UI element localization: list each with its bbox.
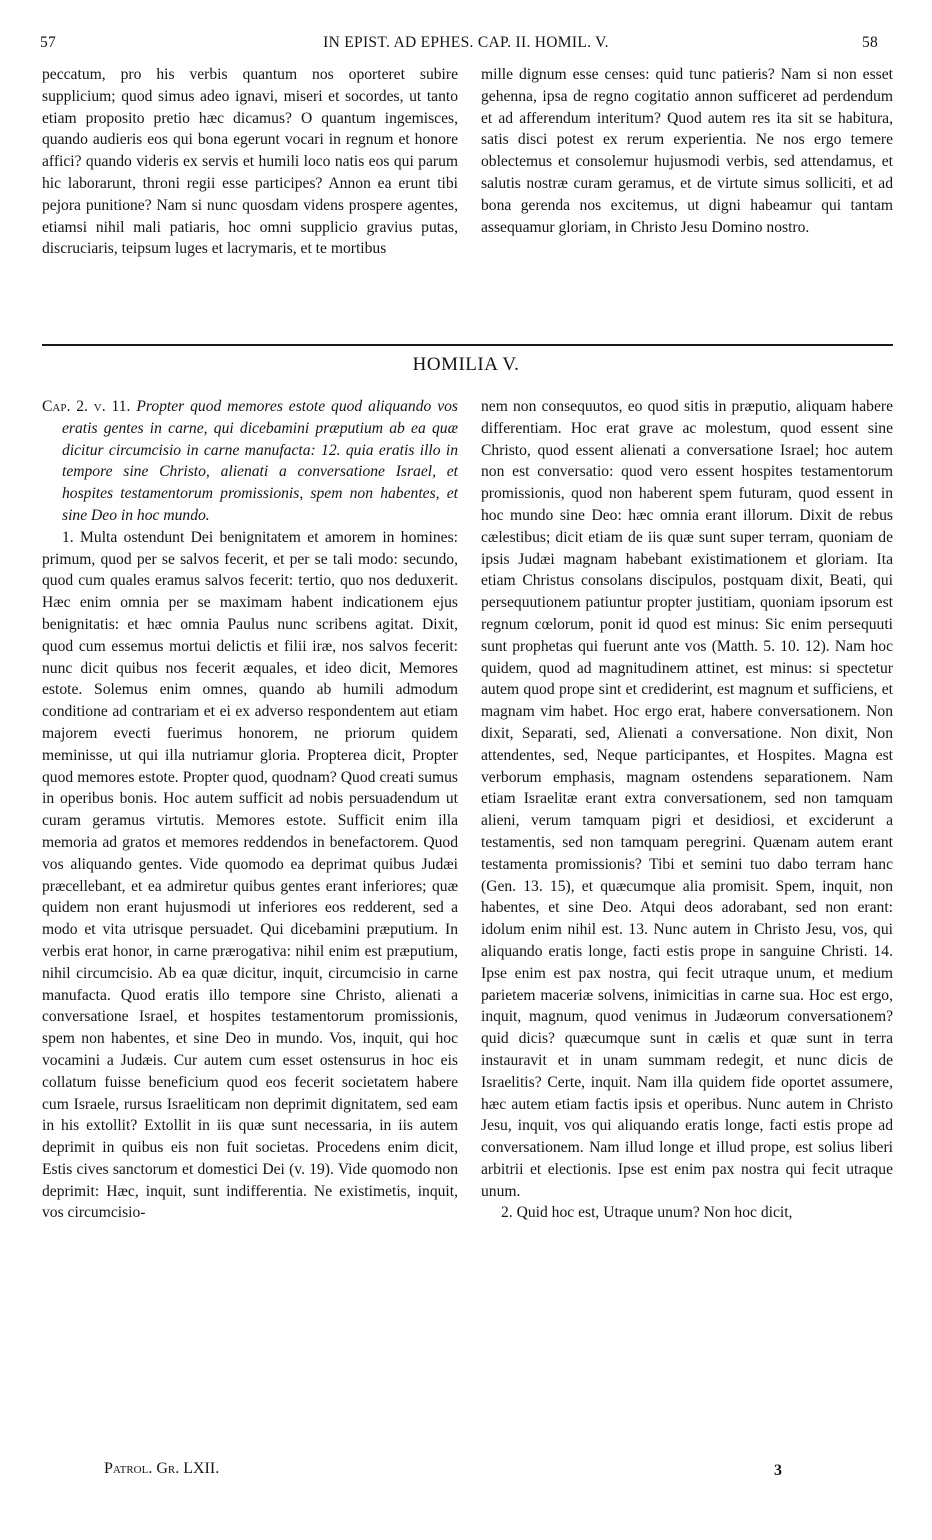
sheet-number: 3 (774, 1462, 782, 1479)
signature-mark: Patrol. Gr. LXII. (104, 1460, 220, 1477)
chapter-verse (42, 396, 458, 527)
chapter-label: Cap. 2. v. 11. (42, 398, 131, 415)
homily-title: HOMILIA V. (412, 354, 520, 375)
commentary-paragraph-1: 1. Multa ostendunt Dei benignitatem et amorem in homines: primum, quod per se salvos fecerit, et per se tali modo: secundo, quod cum quales eramus salvos fecerit: tertio, quo nos deduxerit. Hæc enim omnia per se maximam habent indicationem ejus benignitatis: et hæc omnia Paulus nunc scribens agitat. Dixit, quod cum essemus mortui delictis et filii iræ, nos salvos fecerit: nunc dicit quibus nos fecerit æquales, et ideo dicit, Memores estote. Solemus enim omnes, quando ab humili admodum conditione ad contrariam et ei ex adverso respondentem aut etiam majorem evecti fuerimus honorem, ne priorum quidem meminisse, ut qui illa nutriamur gloria. Propterea dicit, Propter quod memores estote. Propter quod, quodnam? Quod creati sumus in operibus bonis. Hoc autem sufficit ad nobis persuadendum ut curam geramus virtutis. Memores estote. Sufficit enim illa memoria ad gratos et memores reddendos in benefactorem. Quod vos aliquando gentes. Vide quomodo ea deprimat quibus Judæi præcellebant, et ea admiretur quibus gentes erant inferiores; quæ quidem non erant hujusmodi ut inferiores eos redderent, sed a modo et vita utrisque persuadet. Qui dicebamini præputium. In verbis erat honor, in carne prærogativa: nihil enim est præputium, nihil circumcisio. Ab ea quæ dicitur, inquit, circumcisio in carne manufacta. Quod eratis illo tempore sine Christo, alienati a conversatione Israel, et hospites testamentorum promissionis, spem non habentes, et sine Deo in mundo. Vos, inquit, qui hoc vocamini a Judæis. Cur autem cum esset ostensurus in hoc eis collatum fuisse beneficium quod eos fecerit societatem habere cum Israele, rursus Israeliticam non deprimit dignitatem, sed eam in his extollit? Extollit in iis quæ sunt necessaria, in iis autem deprimit in quibus eis non fuit societas. Procedens enim dicit, Estis cives sanctorum et domestici Dei (v. 19). Vide quomodo non deprimit: Hæc, inquit, sunt indifferentia. Ne existimetis, inquit, vos circumcisio- (42, 528, 458, 1222)
commentary-paragraph-2: 2. Quid hoc est, Utraque unum? Non hoc dicit, (501, 1204, 793, 1222)
top-right-text: mille dignum esse censes: quid tunc patieris? Nam si non esset gehenna, ipsa de regno cogitatio annon sufficeret ad perdendum et ad afferendum interitum? Quod autem res ita sit se habitura, satis disci potest ex rerum experientia. Ne nos ergo temere oblectemus et consolemur hujusmodi verbis, sed attendamus, et salutis nostræ curam geramus, et de virtute simus solliciti, et ad bona gerenda nos excitemus, ut digni habeamur qui tantam assequamur gloriam, in Christo Jesu Domino nostro. (481, 66, 893, 236)
body-right-column (481, 396, 893, 1224)
running-title: IN EPIST. AD EPHES. CAP. II. HOMIL. V. (323, 34, 609, 51)
commentary-continuation: nem non consequutos, eo quod sitis in præputio, aliquam habere differentiam. Hoc erat grave ac molestum, quod essent sine Christo, quod essent alienati a conversatione Israel; hoc autem non est conversatio: quod vero essent hospites testamentorum promissionis, quod non haberent spem futuram, quod essent in hoc mundo sine Deo: hæc omnia erant illorum. Dixit de rebus cælestibus; dicit etiam de iis quæ sunt super terram, quoniam de ipsis Judæi magnam habebant existimationem et gloriam. Ita etiam Christus consolans discipulos, postquam dixit, Beati, qui persequutionem patiuntur propter justitiam, quoniam ipsorum est regnum cœlorum, ponit id quod est minus: Sic enim persequuti sunt prophetas qui fuerunt ante vos (Matth. 5. 10. 12). Nam hoc quidem, quod ad magnitudinem attinet, est minus: si spectetur autem quod prope sint et crediderint, est magnum et sufficiens, et magnam vim habet. Hoc ergo erat, habere conversationem. Non dixit, Separati, sed, Alienati a conversatione. Non dixit, Non attendentes, sed, Neque participantes, et Hospites. Magna est verborum emphasis, magnam ostendens separationem. Nam etiam Israelitæ erant extra conversationem, sed non tamquam alieni, verum tamquam pigri et desidiosi, et exciderunt a testamentis, sed non tamquam peregrini. Quænam autem erant testamenta promissionis? Tibi et semini tuo dabo terram hanc (Gen. 13. 15), et quæcumque alia promisit. Spem, inquit, non habentes, et sine Deo. Atqui deos adorabant, sed non erant: idolum enim nihil est. 13. Nunc autem in Christo Jesu, vos, qui aliquando eratis longe, facti estis prope in sanguine Christi. 14. Ipse enim est pax nostra, qui fecit utraque unum, et medium parietem maceriæ solvens, inimicitias in carne sua. Hoc est ergo, inquit, magnum, quod venimus in Judæorum conversationem? quid dicis? quæcumque sunt in cælis et quæ sunt in terra instauravit et in unam summam redegit, et nunc dicis de Israelitis? Certe, inquit. Nam illa quidem fide oportet assumere, hæc autem etiam factis ipsis et operibus. Nunc autem in Christo Jesu, inquit, vos qui aliquando eratis longe, facti estis prope ad conversationem. Nam illud longe et illud prope, est solius liberi arbitrii et electionis. Ipse est enim pax nostra qui fecit utraque unum. (481, 398, 893, 1200)
top-right-column (481, 64, 893, 238)
section-divider (42, 344, 893, 346)
scripture-text: Propter quod memores estote quod aliquando vos eratis gentes in carne, qui dicebamini præputium ab ea quæ dicitur circumcisio in carne manufacta: 12. quia eratis illo in tempore sine Christo, alienati a conversatione Israel, et hospites testamentorum promissionis, spem non habentes, et sine Deo in hoc mundo. (62, 398, 458, 524)
top-left-text: peccatum, pro his verbis quantum nos oporteret subire supplicium; quod simus adeo ignavi, miseri et socordes, ut tanto etiam proposito pretio hæc dicamus? O quantum ingemisces, quando audieris eos qui bona egerunt vocari in regnum et honore affici? quando videris ex servis et humili loco natis eos qui parum hic laborarunt, throni regii esse participes? Annon ea erunt tibi pejora punitione? Nam si nunc quosdam videns prospere agentes, etiamsi nihil mali patiaris, hoc omni supplicio gravius putas, discruciaris, teipsum luges et lacrymaris, et te mortibus (42, 66, 458, 258)
page-number-left: 57 (40, 34, 57, 51)
page-number-right: 58 (862, 34, 879, 51)
top-left-column (42, 64, 458, 260)
body-left-column (42, 396, 458, 1224)
